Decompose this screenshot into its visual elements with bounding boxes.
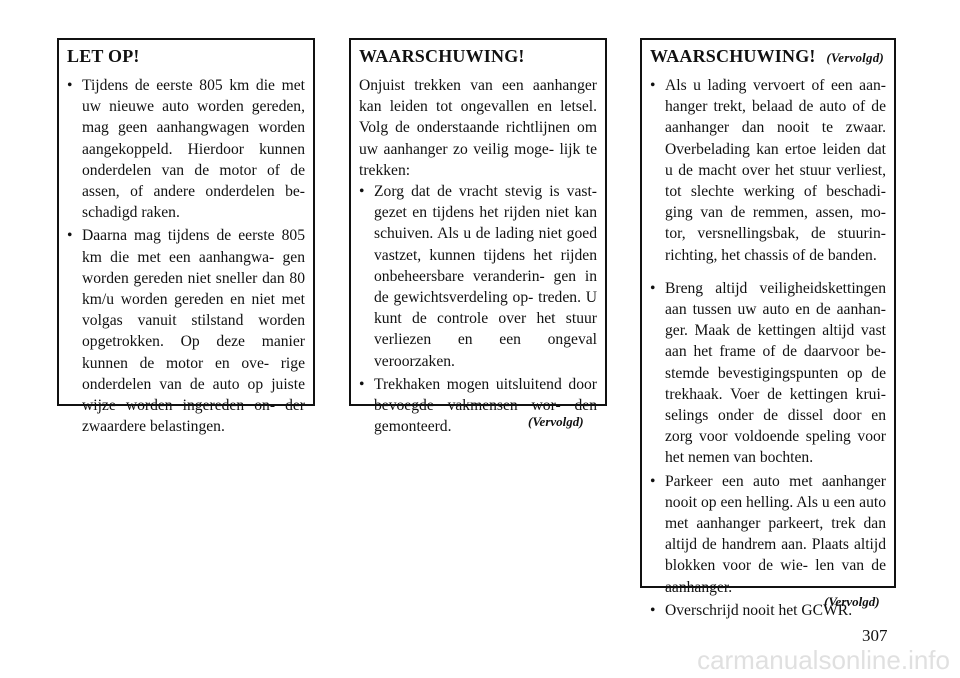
list-item: • Daarna mag tijdens de eerste 805 km die met een aanhangwa- gen worden gereden niet sneller dan 80 km/u worden gereden en niet met volgas vanuit stilstand worden opgetrokken. Op deze manier kunnen de motor en ove- rige onderdelen van de auto op juiste wijze worden ingereden on- der zwaardere belastingen.: [67, 225, 305, 437]
caution-list: [67, 75, 305, 437]
list-item: • Overschrijd nooit het GCWR.: [650, 600, 886, 621]
warning-continued-list: [650, 75, 886, 621]
list-item: • Trekhaken mogen uitsluitend door bevoegde vakmensen wor- den gemonteerd.: [359, 374, 597, 438]
warning-list: [359, 181, 597, 437]
caution-title: LET OP!: [67, 46, 140, 66]
warning-continued-heading: WAARSCHUWING!: [650, 46, 816, 66]
list-item: • Tijdens de eerste 805 km die met uw nieuwe auto worden gereden, mag geen aanhangwagen worden aangekoppeld. Hierdoor kunnen onderdelen van de motor of de assen, of andere onderdelen be- schadigd raken.: [67, 75, 305, 223]
list-item: • Parkeer een auto met aanhanger nooit op een helling. Als u een auto met aanhanger parkeert, trek dan altijd de handrem aan. Plaats altijd blokken voor de wie- len van de aanhanger.: [650, 471, 886, 598]
warning-title: WAARSCHUWING!: [359, 46, 525, 66]
continued-label: (Vervolgd): [528, 414, 584, 429]
watermark-text: carmanualsonline.info: [697, 645, 950, 675]
page-number: 307: [862, 626, 888, 645]
list-item: • Als u lading vervoert of een aan- hanger trekt, belaad de auto of de aanhanger dan nooit te zwaar. Overbelading kan ertoe leiden dat u de macht over het stuur verliest, tot slechte werking of beschadi- ging van de remmen, assen, mo- tor, versnellingsbak, de stuurin- richting, het chassis of de banden.: [650, 75, 886, 266]
warning-intro: Onjuist trekken van een aanhanger kan leiden tot ongevallen en letsel. Volg de onderstaande richtlijnen om uw aanhanger zo veilig moge- lijk te trekken:: [359, 77, 597, 179]
title-continued-label: (Vervolgd): [826, 50, 884, 65]
caution-box: [57, 38, 315, 436]
list-item: • Zorg dat de vracht stevig is vast- gezet en tijdens het rijden niet kan schuiven. Als u de lading niet goed vastzet, kunnen tijdens het rijden onbeheersbare veranderin- gen in de gewichtsverdeling op- treden. U kunt de controle over het stuur verliezen en een ongeval veroorzaken.: [359, 181, 597, 372]
continued-label: (Vervolgd): [824, 594, 880, 609]
warning-continued-box: [640, 38, 896, 619]
list-item: • Breng altijd veiligheidskettingen aan tussen uw auto en de aanhan- ger. Maak de kettingen altijd vast aan het frame of de daarvoor be- stemde bevestigingspunten op de trekhaak. Voer de kettingen krui- selings onder de dissel door en zorg voor voldoende speling voor het nemen van bochten.: [650, 278, 886, 469]
warning-continued-title: [650, 46, 886, 67]
